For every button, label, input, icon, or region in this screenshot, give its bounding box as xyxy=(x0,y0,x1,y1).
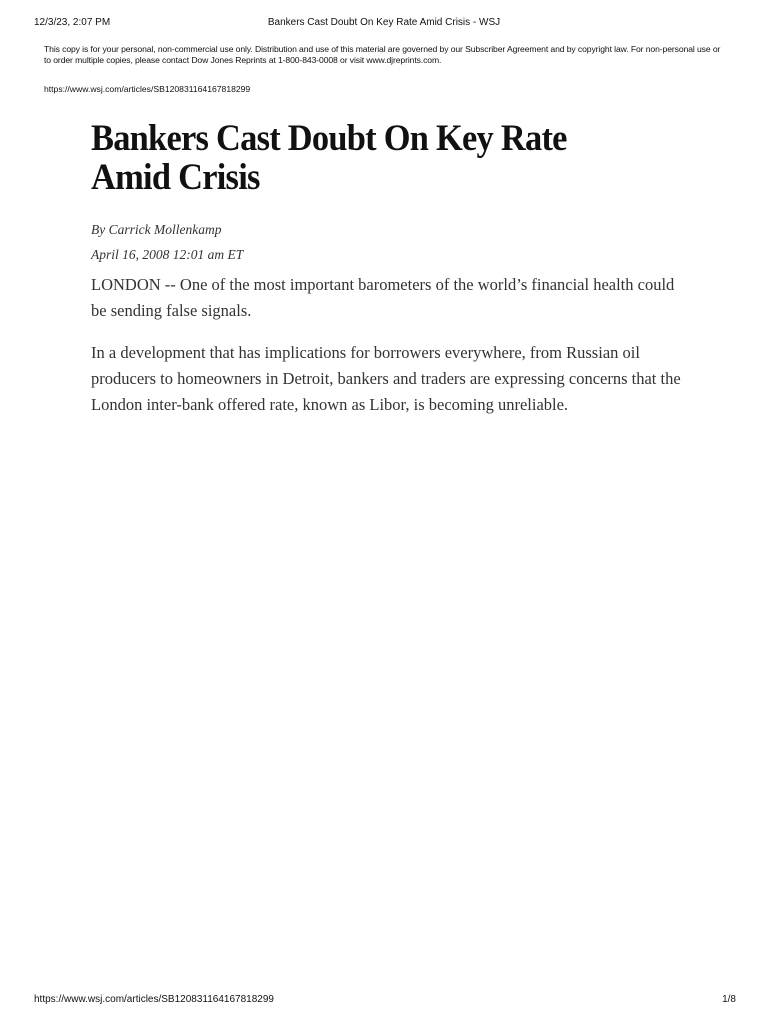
print-page-title: Bankers Cast Doubt On Key Rate Amid Crisis - WSJ xyxy=(267,17,501,28)
footer-url: https://www.wsj.com/articles/SB120831164167818299 xyxy=(34,994,274,1005)
article-headline: Bankers Cast Doubt On Key Rate Amid Crisis xyxy=(91,118,567,198)
article-byline: By Carrick Mollenkamp xyxy=(91,222,222,237)
article-paragraph: In a development that has implications for borrowers everywhere, from Russian oil producers to homeowners in Detroit, bankers and traders are expressing concerns that the London inter-bank offered rate, known as Libor, is becoming unreliable. xyxy=(91,343,681,414)
print-header xyxy=(34,17,734,31)
print-footer xyxy=(34,994,736,1008)
copyright-notice: This copy is for your personal, non-commercial use only. Distribution and use of this material are governed by our Subscriber Agreement and by copyright law. For non-personal use or to order multiple copies, please contact Dow Jones Reprints at 1-800-843-0008 or visit www.djreprints.com. xyxy=(44,44,721,65)
article-paragraph: LONDON -- One of the most important barometers of the world’s financial health could be sending false signals. xyxy=(91,275,675,320)
print-datetime: 12/3/23, 2:07 PM xyxy=(34,17,111,28)
article-url[interactable]: https://www.wsj.com/articles/SB120831164167818299 xyxy=(44,84,251,94)
page-number: 1/8 xyxy=(722,994,736,1005)
article-date: April 16, 2008 12:01 am ET xyxy=(91,247,244,262)
